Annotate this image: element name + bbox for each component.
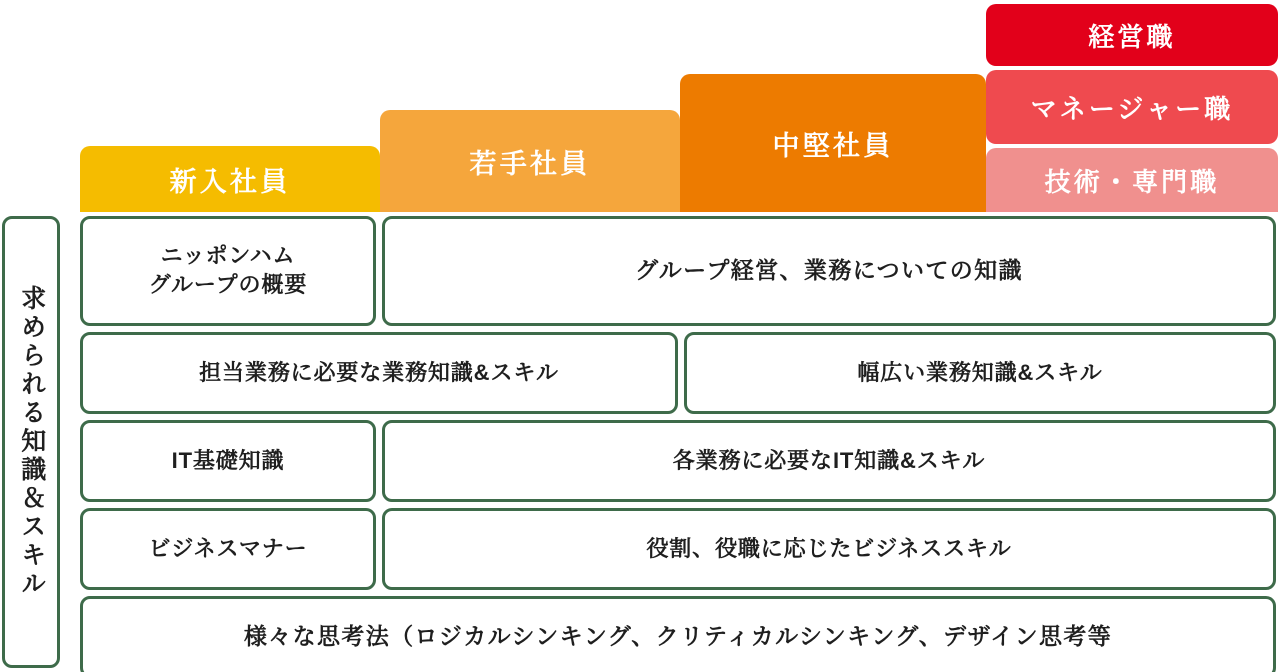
cell-overview-newcomer: ニッポンハム グループの概要 [80, 216, 376, 326]
tier-header-newcomer: 新入社員 [80, 146, 380, 212]
tier-header-executive: 経営職 [986, 4, 1278, 66]
tier-header-specialist: 技術・専門職 [986, 148, 1278, 212]
tier-header-young: 若手社員 [380, 110, 680, 212]
cell-business-basic: 担当業務に必要な業務知識&スキル [80, 332, 678, 414]
cell-business-broad: 幅広い業務知識&スキル [684, 332, 1276, 414]
axis-label-skills: 求められる知識＆スキル [2, 216, 60, 668]
tier-header-mid: 中堅社員 [680, 74, 986, 212]
cell-manner-basic: ビジネスマナー [80, 508, 376, 590]
cell-thinking-all: 様々な思考法（ロジカルシンキング、クリティカルシンキング、デザイン思考等 [80, 596, 1276, 672]
cell-manner-role: 役割、役職に応じたビジネススキル [382, 508, 1276, 590]
cell-it-basic: IT基礎知識 [80, 420, 376, 502]
cell-it-applied: 各業務に必要なIT知識&スキル [382, 420, 1276, 502]
tier-header-manager: マネージャー職 [986, 70, 1278, 144]
cell-overview-rest: グループ経営、業務についての知識 [382, 216, 1276, 326]
